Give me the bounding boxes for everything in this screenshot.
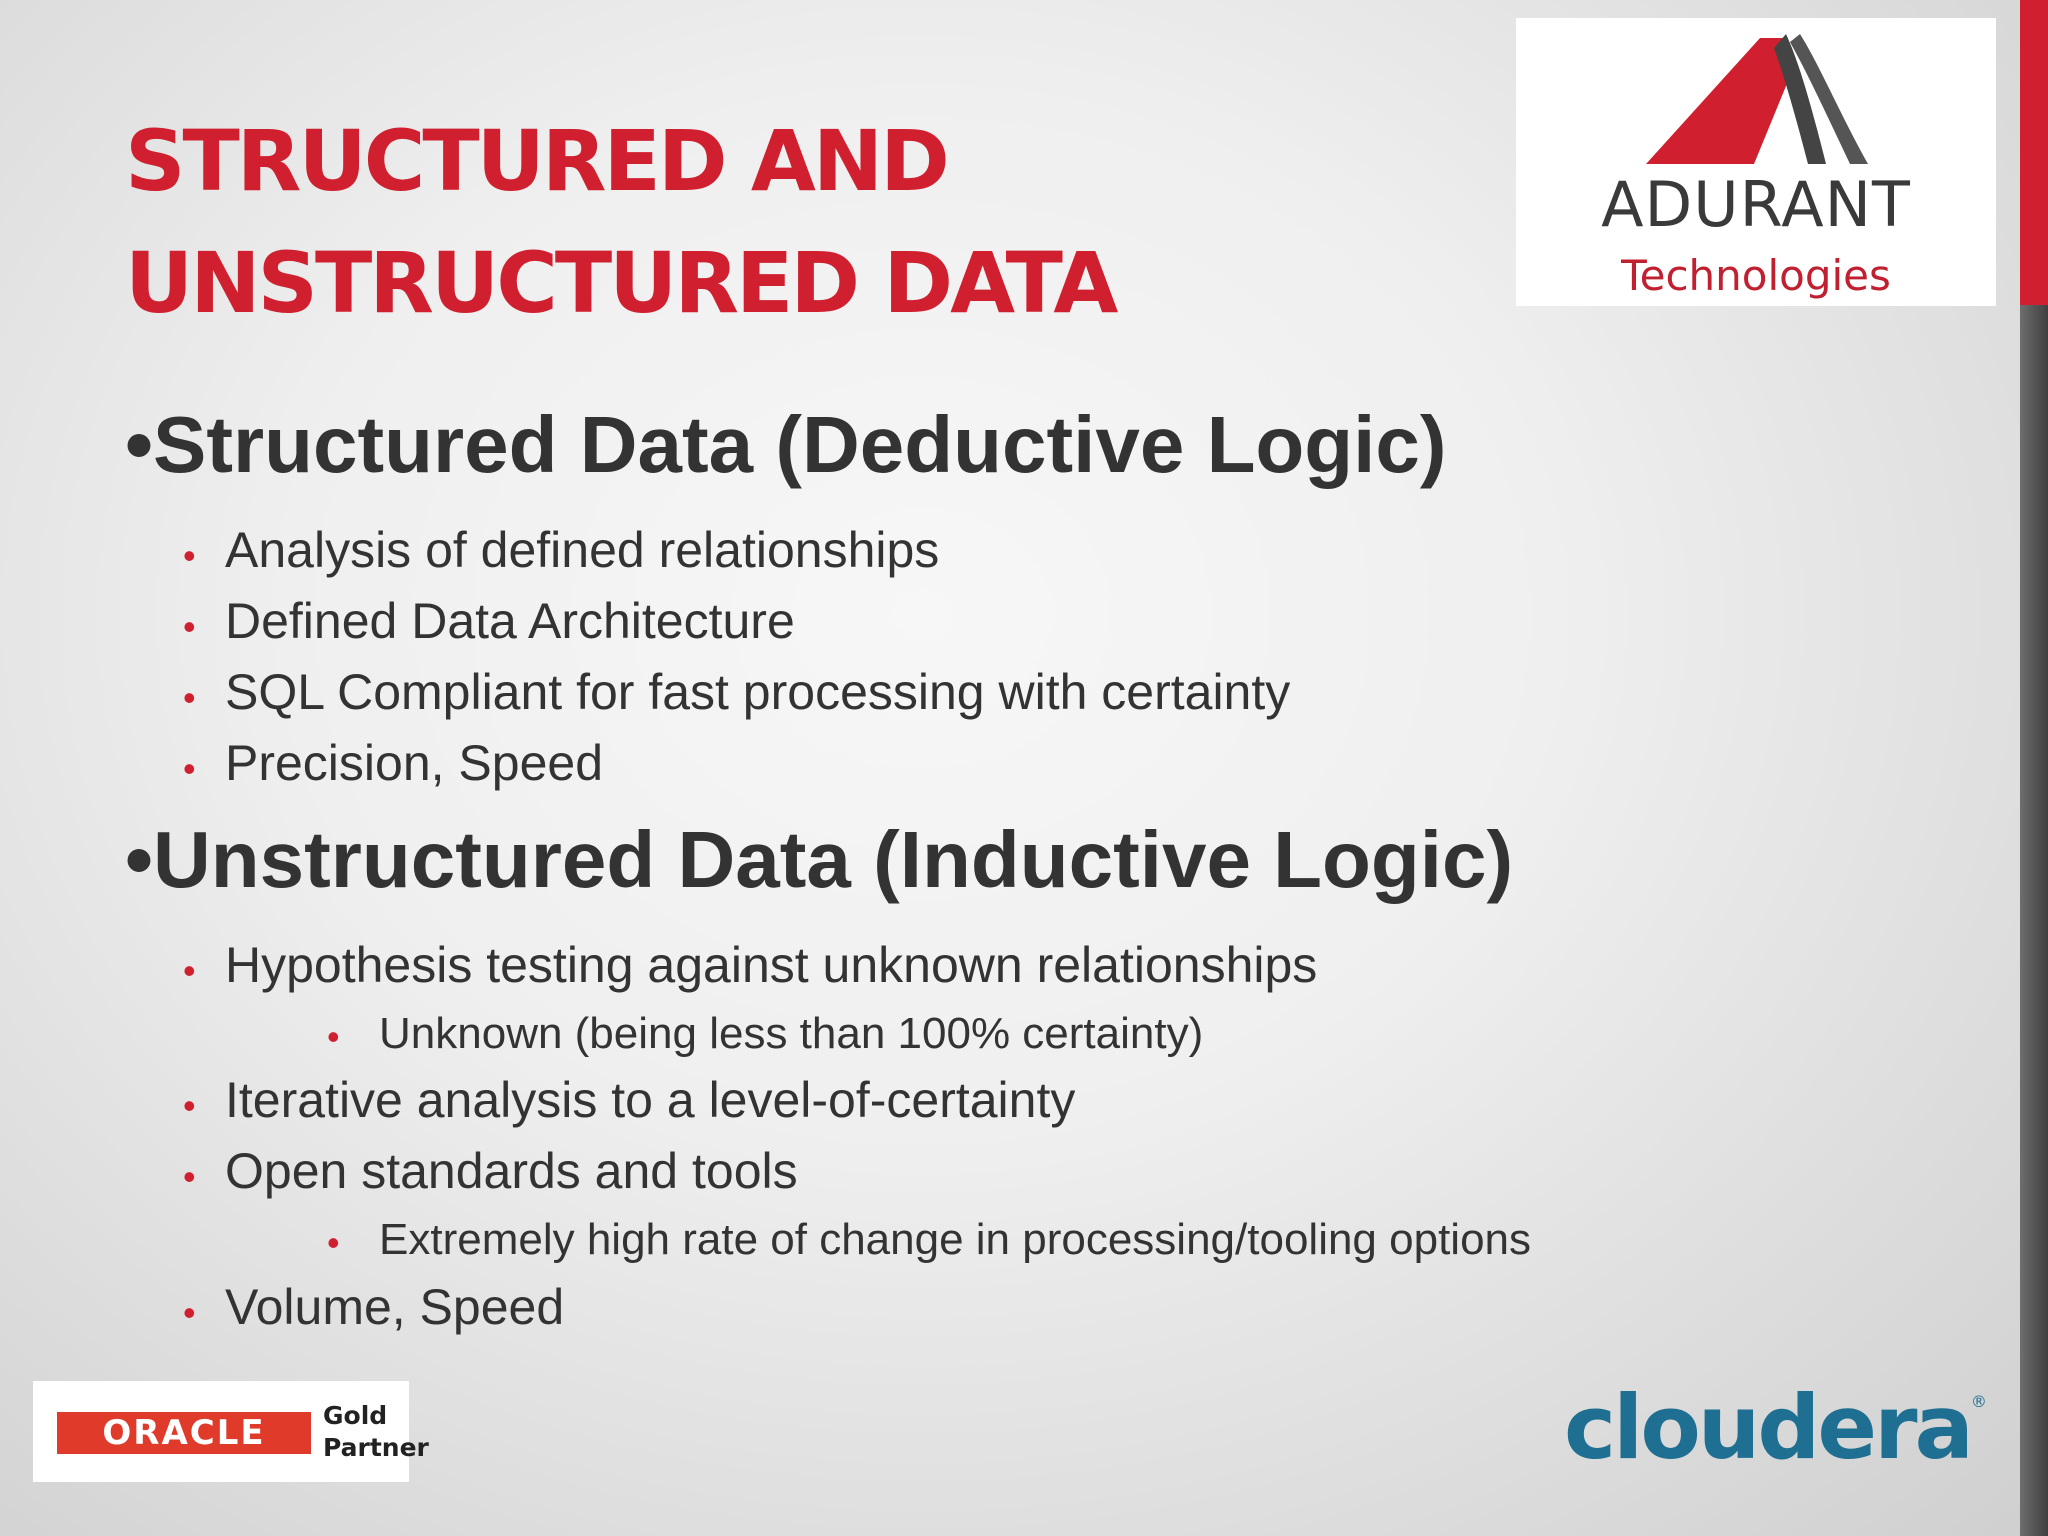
bullet-dot: • [183, 1292, 196, 1333]
bullet-item: Iterative analysis to a level-of-certainty [225, 1072, 1076, 1128]
cloudera-name: cloudera [1564, 1376, 1971, 1479]
mountain-icon [1636, 26, 1876, 176]
slide-title [125, 100, 1115, 344]
sub-bullet-item: Unknown (being less than 100% certainty) [379, 1009, 1204, 1058]
sub-bullet-item: Extremely high rate of change in processing/tooling options [379, 1215, 1532, 1264]
oracle-gold-label: Gold [323, 1401, 388, 1430]
accent-bar-red [2020, 0, 2048, 305]
bullet-dot: • [183, 1085, 196, 1126]
oracle-gold-partner-logo [33, 1381, 429, 1482]
section-heading-structured: •Structured Data (Deductive Logic) [125, 400, 1447, 489]
title-line-1: STRUCTURED AND [125, 112, 947, 210]
oracle-partner-label: Partner [323, 1433, 429, 1462]
section-heading-unstructured: •Unstructured Data (Inductive Logic) [125, 815, 1514, 904]
bullet-item: Analysis of defined relationships [225, 522, 940, 578]
bullet-item: Open standards and tools [225, 1143, 798, 1199]
bullet-dot: • [183, 950, 196, 991]
sub-bullet-dot: • [327, 1016, 340, 1057]
bullet-dot: • [183, 1156, 196, 1197]
adurant-name: ADURANT [1601, 168, 1911, 241]
sub-bullet-dot: • [327, 1222, 340, 1263]
bullet-dot: • [183, 606, 196, 647]
bullet-item: Hypothesis testing against unknown relationships [225, 937, 1318, 993]
bullet-dot: • [183, 677, 196, 718]
bullet-item: Volume, Speed [225, 1279, 565, 1335]
accent-bar-dark [2020, 305, 2048, 1536]
bullet-dot: • [183, 748, 196, 789]
oracle-wordmark [57, 1412, 311, 1454]
registered-mark: ® [1970, 1392, 1987, 1411]
cloudera-logo [1564, 1376, 1987, 1479]
adurant-subtitle: Technologies [1621, 251, 1891, 300]
right-accent-strip [2020, 0, 2048, 1536]
bullet-item: SQL Compliant for fast processing with certainty [225, 664, 1291, 720]
oracle-name: ORACLE [102, 1413, 266, 1453]
adurant-logo [1516, 18, 1996, 306]
bullet-item: Defined Data Architecture [225, 593, 795, 649]
bullet-dot: • [183, 535, 196, 576]
bullet-item: Precision, Speed [225, 735, 604, 791]
title-line-2: UNSTRUCTURED DATA [125, 234, 1116, 332]
